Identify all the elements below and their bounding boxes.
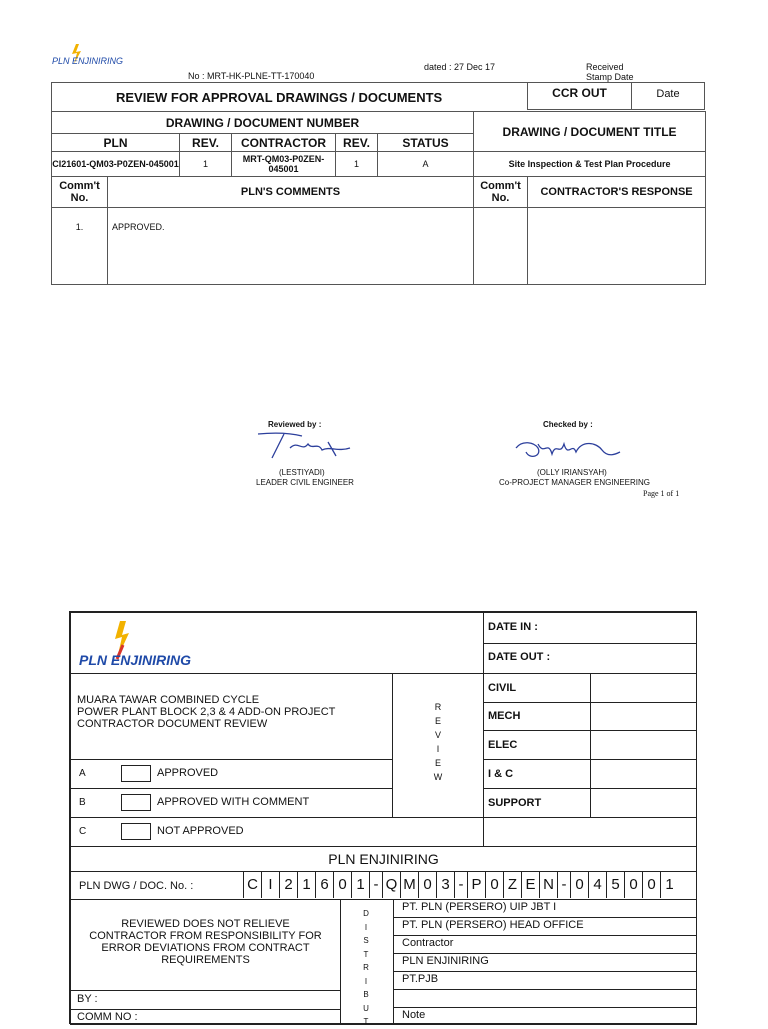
comment-text: APPROVED.	[108, 208, 474, 285]
discipline-support: SUPPORT	[483, 788, 591, 818]
disclaimer-line-1: REVIEWED DOES NOT RELIEVE	[121, 918, 290, 930]
disclaimer-line-2: CONTRACTOR FROM RESPONSIBILITY FOR	[89, 930, 322, 942]
dwg-char-box: 0	[624, 872, 642, 898]
discipline-ic-value	[590, 759, 697, 789]
pln-logo-icon	[77, 619, 237, 669]
review-form	[69, 611, 697, 1024]
project-cell	[70, 673, 393, 760]
dwg-char-box: -	[369, 872, 382, 898]
pln-logo-icon	[52, 42, 142, 66]
dwg-char-box: I	[261, 872, 279, 898]
dwg-char-box: N	[539, 872, 557, 898]
reviewer-name: (LESTIYADI)	[279, 468, 325, 477]
by-label: BY :	[77, 993, 98, 1005]
discipline-civil: CIVIL	[483, 673, 591, 703]
company-title: PLN ENJINIRING	[70, 846, 697, 872]
checker-name: (OLLY IRIANSYAH)	[537, 468, 607, 477]
pln-comments-header: PLN'S COMMENTS	[108, 177, 474, 208]
ccr-out-label: CCR OUT	[552, 86, 607, 100]
top-logo	[52, 42, 142, 66]
distribution-letters: D I S T R I B U T	[363, 909, 369, 1026]
reviewer-signature	[250, 428, 360, 464]
dwg-char-box: 0	[418, 872, 436, 898]
discipline-elec: ELEC	[483, 730, 591, 760]
dwg-characters	[243, 872, 678, 899]
dwg-char-box: -	[557, 872, 570, 898]
col-contractor: CONTRACTOR	[232, 134, 336, 152]
col-status: STATUS	[378, 134, 474, 152]
option-b-code: B	[79, 797, 86, 808]
review-letter: W	[433, 772, 443, 782]
date-in-label: DATE IN :	[488, 621, 538, 633]
dwg-char-box: 4	[588, 872, 606, 898]
dwg-char-box: -	[454, 872, 467, 898]
option-b-checkbox[interactable]	[121, 794, 151, 811]
review-vertical-cell	[392, 673, 484, 818]
svg-text:PLN ENJINIRING: PLN ENJINIRING	[79, 652, 192, 668]
dwg-number-row	[70, 871, 697, 900]
col-rev: REV.	[180, 134, 232, 152]
date-box	[631, 82, 705, 110]
discipline-mech-value	[590, 702, 697, 731]
option-c-row	[70, 817, 484, 847]
comm-no-header-2: Comm't No.	[474, 177, 528, 208]
date-out-label: DATE OUT :	[488, 651, 551, 663]
checker-signature	[512, 432, 622, 466]
comm-no-header: Comm't No.	[52, 177, 108, 208]
review-letter: E	[434, 758, 441, 768]
dwg-char-box: 0	[642, 872, 660, 898]
option-c-code: C	[79, 826, 87, 837]
doc-title-header: DRAWING / DOCUMENT TITLE	[474, 112, 706, 152]
received-label: Received	[586, 62, 624, 72]
svg-text:PLN ENJINIRING: PLN ENJINIRING	[52, 56, 124, 66]
page-number: Page 1 of 1	[643, 489, 680, 498]
response-cell	[528, 208, 706, 285]
doc-title-value: Site Inspection & Test Plan Procedure	[474, 152, 706, 177]
distribution-item: PT. PLN (PERSERO) UIP JBT I	[393, 899, 697, 918]
dwg-char-box: 0	[333, 872, 351, 898]
review-letter: R	[434, 702, 442, 712]
doc-number-header: DRAWING / DOCUMENT NUMBER	[52, 112, 474, 134]
reviewer-title: LEADER CIVIL ENGINEER	[256, 478, 354, 487]
contractor-response-header: CONTRACTOR'S RESPONSE	[528, 177, 706, 208]
date-out-cell	[483, 643, 697, 674]
option-a-row	[70, 759, 393, 789]
review-letter: I	[436, 744, 440, 754]
dwg-label: PLN DWG / DOC. No. :	[79, 880, 194, 892]
distribution-item: PT. PLN (PERSERO) HEAD OFFICE	[393, 917, 697, 936]
distribution-item-note: Note	[393, 1007, 697, 1025]
dwg-char-box: C	[243, 872, 261, 898]
option-b-row	[70, 788, 393, 818]
disclaimer-cell	[70, 899, 341, 991]
comment-number: 1.	[52, 208, 108, 285]
option-c-checkbox[interactable]	[121, 823, 151, 840]
discipline-ic: I & C	[483, 759, 591, 789]
review-letter: E	[434, 716, 441, 726]
discipline-civil-value	[590, 673, 697, 703]
date-in-cell	[483, 612, 697, 644]
discipline-support-value	[590, 788, 697, 818]
dwg-char-box: P	[467, 872, 485, 898]
dwg-char-box: 6	[315, 872, 333, 898]
document-number: No : MRT-HK-PLNE-TT-170040	[188, 71, 315, 81]
dwg-char-box: 1	[660, 872, 678, 898]
by-cell	[70, 990, 341, 1010]
dwg-char-box: Q	[382, 872, 400, 898]
form-logo-cell	[70, 612, 484, 674]
comm-no-cell	[70, 1009, 341, 1025]
date-label: Date	[656, 88, 680, 100]
option-b-label: APPROVED WITH COMMENT	[157, 796, 310, 808]
reviewed-by-label: Reviewed by :	[268, 420, 322, 429]
option-a-checkbox[interactable]	[121, 765, 151, 782]
option-a-label: APPROVED	[157, 767, 219, 779]
distribution-item	[393, 989, 697, 1008]
contractor-doc-no: MRT-QM03-P0ZEN-045001	[232, 152, 336, 177]
checked-by-label: Checked by :	[543, 420, 593, 429]
discipline-blank	[483, 817, 697, 847]
ccr-out-box	[527, 82, 632, 110]
dwg-char-box: Z	[503, 872, 521, 898]
project-line-2: POWER PLANT BLOCK 2,3 & 4 ADD-ON PROJECT	[77, 706, 336, 718]
discipline-elec-value	[590, 730, 697, 760]
checker-title: Co-PROJECT MANAGER ENGINEERING	[499, 478, 650, 487]
dwg-char-box: 0	[570, 872, 588, 898]
dwg-char-box: 1	[351, 872, 369, 898]
col-rev2: REV.	[336, 134, 378, 152]
review-table	[51, 82, 706, 285]
dwg-char-box: 3	[436, 872, 454, 898]
distribution-item: PT.PJB	[393, 971, 697, 990]
stamp-date-label: Stamp Date	[586, 72, 634, 82]
dwg-char-box: 2	[279, 872, 297, 898]
dwg-char-box: 5	[606, 872, 624, 898]
dated-label: dated : 27 Dec 17	[424, 62, 496, 72]
comm-no-label: COMM NO :	[77, 1011, 138, 1023]
distribution-item: PLN ENJINIRING	[393, 953, 697, 972]
review-title: REVIEW FOR APPROVAL DRAWINGS / DOCUMENTS	[52, 83, 634, 112]
discipline-mech: MECH	[483, 702, 591, 731]
project-line-3: CONTRACTOR DOCUMENT REVIEW	[77, 718, 268, 730]
status-value: A	[378, 152, 474, 177]
dwg-char-box: 0	[485, 872, 503, 898]
dwg-char-box: 1	[297, 872, 315, 898]
disclaimer-line-3: ERROR DEVIATIONS FROM CONTRACT	[101, 942, 310, 954]
col-pln: PLN	[52, 134, 180, 152]
project-line-1: MUARA TAWAR COMBINED CYCLE	[77, 694, 260, 706]
dwg-char-box: E	[521, 872, 539, 898]
distribution-item: Contractor	[393, 935, 697, 954]
pln-rev: 1	[180, 152, 232, 177]
option-c-label: NOT APPROVED	[157, 825, 244, 837]
review-letter: V	[434, 730, 441, 740]
pln-doc-no: CI21601-QM03-P0ZEN-045001	[52, 152, 180, 177]
dwg-char-box: M	[400, 872, 418, 898]
response-number-cell	[474, 208, 528, 285]
disclaimer-line-4: REQUIREMENTS	[161, 954, 250, 966]
contractor-rev: 1	[336, 152, 378, 177]
option-a-code: A	[79, 768, 86, 779]
